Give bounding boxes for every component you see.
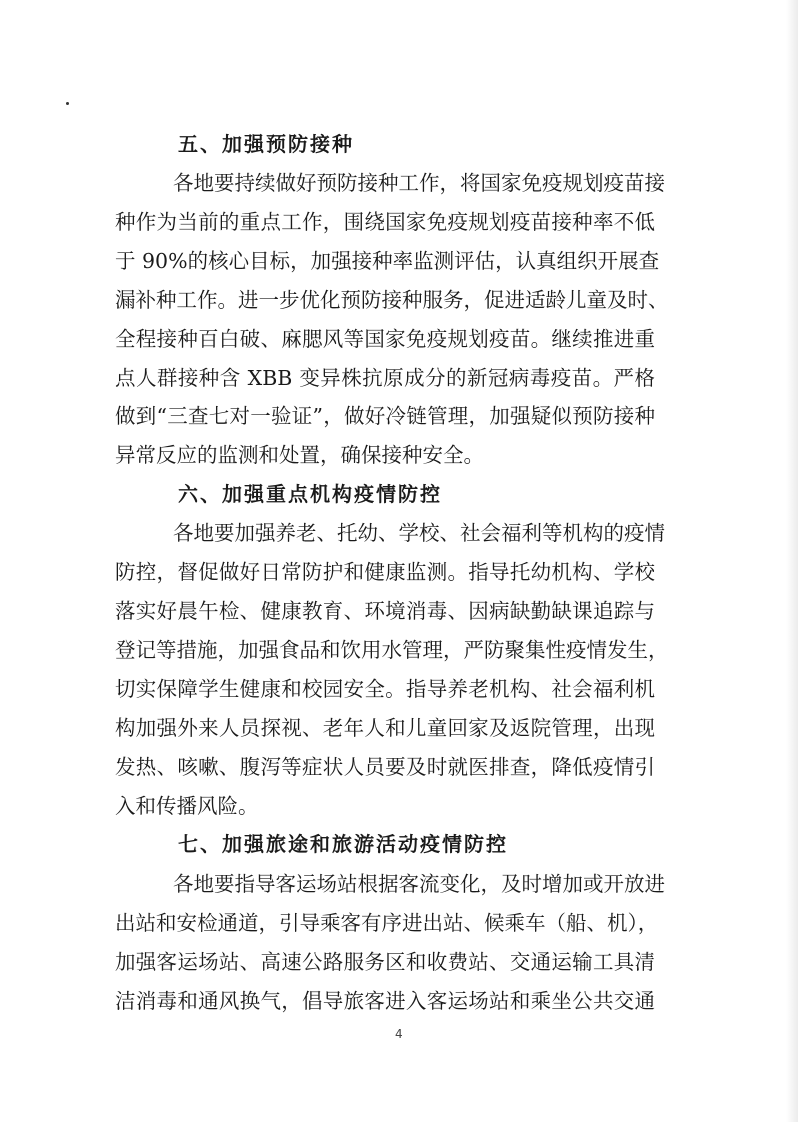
- paragraph-line: 发热、咳嗽、腹泻等症状人员要及时就医排查，降低疫情引: [115, 755, 655, 779]
- paragraph-line: 做到“三查七对一验证”，做好冷链管理，加强疑似预防接种: [115, 404, 655, 428]
- paragraph-line: 种作为当前的重点工作，围绕国家免疫规划疫苗接种率不低: [115, 210, 655, 234]
- paragraph-line: 加强客运场站、高速公路服务区和收费站、交通运输工具清: [115, 950, 655, 974]
- section-heading-6: 六、加强重点机构疫情防控: [178, 482, 442, 506]
- paragraph-line: 各地要指导客运场站根据客流变化，及时增加或开放进: [173, 872, 665, 896]
- paragraph-line: 构加强外来人员探视、老年人和儿童回家及返院管理，出现: [115, 716, 655, 740]
- paragraph-line: 漏补种工作。进一步优化预防接种服务，促进适龄儿童及时、: [115, 288, 669, 312]
- paragraph-line: 落实好晨午检、健康教育、环境消毒、因病缺勤缺课追踪与: [115, 599, 655, 623]
- section-heading-7: 七、加强旅途和旅游活动疫情防控: [178, 832, 508, 856]
- paragraph-line: 各地要持续做好预防接种工作，将国家免疫规划疫苗接: [173, 171, 665, 195]
- paragraph-line: 登记等措施，加强食品和饮用水管理，严防聚集性疫情发生，: [115, 638, 669, 662]
- scan-speck: [66, 102, 69, 105]
- section-heading-5: 五、加强预防接种: [178, 132, 354, 156]
- paragraph-line: 切实保障学生健康和校园安全。指导养老机构、社会福利机: [115, 677, 655, 701]
- paragraph-line: 入和传播风险。: [115, 794, 259, 818]
- paragraph-line: 全程接种百白破、麻腮风等国家免疫规划疫苗。继续推进重: [115, 327, 655, 351]
- page-number: 4: [395, 1027, 403, 1041]
- paragraph-line: 异常反应的监测和处置，确保接种安全。: [115, 443, 484, 467]
- paragraph-line: 洁消毒和通风换气，倡导旅客进入客运场站和乘坐公共交通: [115, 989, 655, 1013]
- paragraph-line: 防控，督促做好日常防护和健康监测。指导托幼机构、学校: [115, 560, 655, 584]
- paragraph-line: 出站和安检通道，引导乘客有序进出站、候乘车（船、机），: [115, 911, 659, 935]
- scan-edge-shadow: [786, 0, 798, 1122]
- paragraph-line: 各地要加强养老、托幼、学校、社会福利等机构的疫情: [173, 521, 665, 545]
- paragraph-line: 点人群接种含 XBB 变异株抗原成分的新冠病毒疫苗。严格: [115, 366, 655, 390]
- paragraph-line: 于 90%的核心目标，加强接种率监测评估，认真组织开展查: [115, 249, 660, 273]
